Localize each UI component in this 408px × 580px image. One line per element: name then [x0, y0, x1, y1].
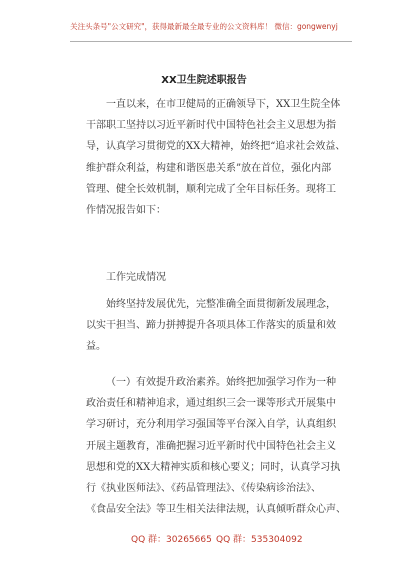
paragraph-line: 行《执业医师法》、《药品管理法》、《传染病诊治法》、 [86, 482, 321, 494]
paragraph-line: 维护群众利益，构建和谐医患关系”放在首位，强化内部 [86, 162, 332, 174]
paragraph-line: 政治责任和精神追求，通过组织三会一课等形式开展集中 [86, 398, 336, 410]
footer-qq-group-right: QQ 群：535304092 [216, 535, 303, 545]
footer-qq-group-left: QQ 群：30265665 [131, 535, 212, 545]
footer [0, 532, 408, 546]
paragraph-line: 导，认真学习贯彻党的XX大精神，始终把“追求社会效益、 [86, 141, 346, 153]
paragraph-line: （一）有效提升政治素养。始终把加强学习作为一种 [106, 377, 336, 388]
paragraph-line: 管理、健全长效机制，顺利完成了全年目标任务。现将工 [86, 183, 336, 195]
paragraph-line: 以实干担当、蹄力拼搏提升各项具体工作落实的质量和效 [86, 320, 336, 332]
summary-paragraph [86, 294, 350, 358]
paragraph-line: 《食品安全法》等卫生相关法律法规，认真倾听群众心声、 [86, 504, 346, 516]
paragraph-line: 思想和党的XX大精神实质和核心要义；同时，认真学习执 [86, 461, 341, 473]
paragraph-line: 始终坚持发展优先，完整准确全面贯彻新发展理念， [106, 299, 336, 310]
document-title: XX卫生院述职报告 [161, 75, 247, 86]
paragraph-line: 一直以来，在市卫健局的正确领导下，XX卫生院全体 [106, 99, 341, 110]
paragraph-line: 作情况报告如下： [86, 204, 166, 216]
paragraph-line: 学习研讨，充分利用学习强国等平台深入自学，认真组织 [86, 419, 336, 431]
header-divider [70, 41, 352, 42]
item-one-paragraph [86, 372, 350, 520]
header-promo-text: 关注头条号"公文研究"，获得最新最全最专业的公文资料库！ 微信：gongwenyj [70, 22, 338, 31]
intro-paragraph [86, 94, 350, 221]
section-heading: 工作完成情况 [106, 272, 166, 283]
paragraph-line: 开展主题教育，准确把握习近平新时代中国特色社会主义 [86, 440, 336, 452]
paragraph-line: 益。 [86, 341, 106, 353]
paragraph-line: 干部职工坚持以习近平新时代中国特色社会主义思想为指 [86, 120, 336, 132]
